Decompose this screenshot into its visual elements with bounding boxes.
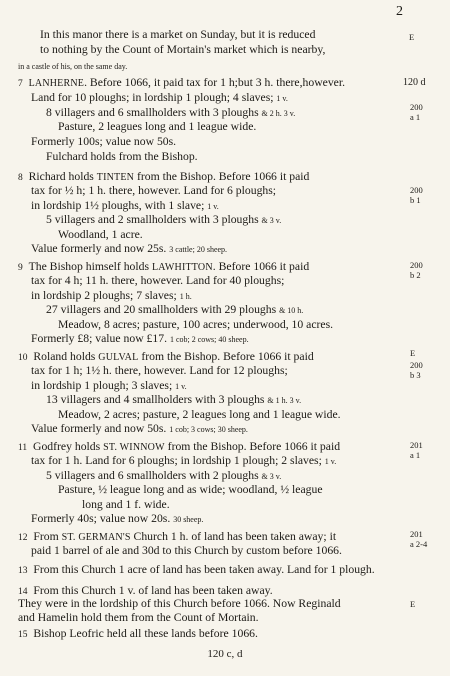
entry-text: The Bishop himself holds [28,260,150,273]
entry-number: 9 [18,263,23,273]
entry-text: . Before 1066, it paid tax for 1 h;but 3 h. there,however. [84,76,346,89]
entry-text: tax for 4 h; 11 h. there, however. Land for 40 ploughs; [31,274,285,287]
entry-text: in lordship 1½ ploughs, with 1 slave; [31,199,205,212]
place-name: LAWHITTON [151,262,213,273]
entry-note: 3 cattle; 20 sheep. [169,245,228,254]
entry-text: From this Church 1 acre of land has been taken away. Land for 1 plough. [33,563,375,576]
entry-note: 1 v. [175,382,187,391]
entry-text: Godfrey holds [33,440,101,453]
margin-ref: b 3 [410,370,421,380]
entry-text: in lordship 2 ploughs; 7 slaves; [31,289,177,302]
margin-ref: a 1 [410,450,421,460]
entry-note: 1 v. [276,94,288,103]
entry-text: 8 villagers and 6 smallholders with 3 ploughs [46,106,259,119]
place-name: GULVAL [98,352,139,363]
entry-text: Value formerly and now 50s. [31,422,167,435]
intro-line-1: In this manor there is a market on Sunday, but it is reduced [40,28,316,41]
entry-text: 13 villagers and 4 smallholders with 3 ploughs [46,393,265,406]
place-name: ST. GERMAN'S [61,532,131,543]
margin-ref: 200 [410,360,423,370]
entry-text: tax for 1 h; 1½ h. there, however. Land for 12 ploughs; [31,364,288,377]
entry-text: Value formerly and now 25s. [31,242,167,255]
entry-note: 1 cob; 3 cows; 30 sheep. [169,425,248,434]
entry-text: 5 villagers and 2 smallholders with 3 ploughs [46,213,259,226]
entry-number: 11 [18,443,28,453]
footer: 120 c, d [207,648,243,660]
entry-text: from the Bishop. Before 1066 it paid [137,170,310,183]
entry-text: and Hamelin hold them from the Count of Mortain. [18,611,259,624]
entry-note: & 1 h. 3 v. [267,396,302,405]
entry-note: & 3 v. [261,472,282,481]
entry-text: Formerly £8; value now £17. [31,332,168,345]
entry-note: & 2 h. 3 v. [261,109,296,118]
margin-ref: 200 [410,260,423,270]
entry-text: from the Bishop. Before 1066 it paid [141,350,314,363]
entry-text: They were in the lordship of this Church before 1066. Now Reginald [18,597,341,610]
margin-ref: E [410,348,416,358]
entry-number: 13 [18,566,28,576]
margin-ref: b 1 [410,195,421,205]
place-name: ST. WINNOW [103,442,165,453]
entry-text: . Before 1066 it paid [212,260,310,273]
margin-ref: a 1 [410,112,421,122]
entry-text: Formerly 40s; value now 20s. [31,512,171,525]
entry-text: Meadow, 2 acres; pasture, 2 leagues long and 1 league wide. [58,408,341,421]
entry-text: tax for ½ h; 1 h. there, however. Land for 6 ploughs; [31,184,277,197]
entry-text: Pasture, 2 leagues long and 1 league wide. [58,120,257,133]
entry-text: long and 1 f. wide. [82,498,170,511]
entry-note: 1 v. [207,202,219,211]
margin-ref: E [410,599,416,609]
entry-text: From this Church 1 v. of land has been taken away. [33,584,273,597]
entry-text: Meadow, 8 acres; pasture, 100 acres; underwood, 10 acres. [58,318,334,331]
entry-text: 5 villagers and 6 smallholders with 2 ploughs [46,469,259,482]
entry-note: 30 sheep. [173,515,204,524]
entry-note: 1 h. [179,292,192,301]
margin-ref: 201 [410,529,423,539]
entry-number: 14 [18,587,28,597]
entry-text: from the Bishop. Before 1066 it paid [167,440,341,453]
intro-line-2: to nothing by the Count of Mortain's market which is nearby, [40,43,326,56]
margin-ref: b 2 [410,270,421,280]
entry-text: 27 villagers and 20 smallholders with 29 ploughs [46,303,277,316]
entry-text: Fulchard holds from the Bishop. [46,150,198,163]
entry-note: 1 v. [324,457,337,466]
margin-ref: 201 [410,440,423,450]
entry-text: Roland holds [33,350,96,363]
margin-ref: a 2-4 [410,539,428,549]
margin-ref: 200 [410,102,423,112]
entry-text: From [33,530,59,543]
entry-number: 10 [18,353,28,363]
entry-number: 8 [18,173,23,183]
entry-text: paid 1 barrel of ale and 30d to this Church by custom before 1066. [31,544,342,557]
margin-ref: 200 [410,185,423,195]
entry-text: Bishop Leofric held all these lands before 1066. [33,627,258,640]
entry-text: Woodland, 1 acre. [58,228,143,241]
place-name: TINTEN [96,172,135,183]
entry-text: in lordship 1 plough; 3 slaves; [31,379,173,392]
folio-reference: 120 d [403,77,426,88]
entry-note: & 3 v. [261,216,282,225]
entry-number: 15 [18,630,28,640]
page-number: 2 [396,4,403,19]
entry-text: Pasture, ½ league long and as wide; woodland, ½ league [58,483,323,496]
entry-text: Land for 10 ploughs; in lordship 1 plough; 4 slaves; [31,91,274,104]
place-name: LANHERNE [28,78,85,89]
intro-line-3: in a castle of his, on the same day. [18,62,128,71]
entry-text: Church 1 h. of land has been taken away; it [133,530,337,543]
entry-note: & 10 h. [279,306,304,315]
intro-margin: E [409,32,415,42]
entry-text: Formerly 100s; value now 50s. [31,135,177,148]
entry-number: 7 [18,79,23,89]
entry-text: Richard holds [28,170,94,183]
entry-note: 1 cob; 2 cows; 40 sheep. [169,335,249,344]
entry-number: 12 [18,533,28,543]
entry-text: tax for 1 h. Land for 6 ploughs; in lordship 1 plough; 2 slaves; [31,454,322,467]
